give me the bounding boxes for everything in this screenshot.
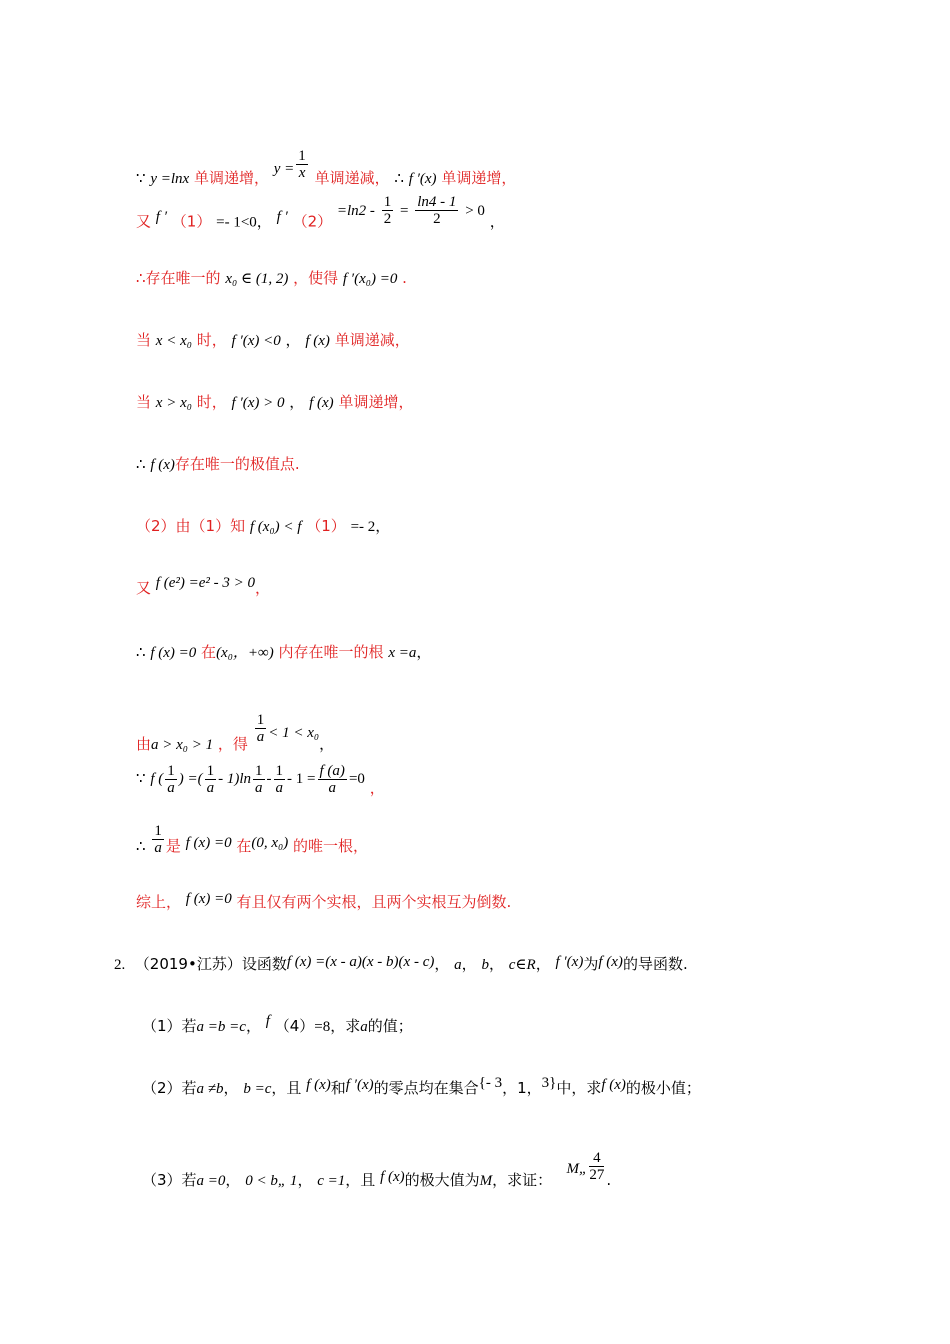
therefore-symbol: ∴ (394, 171, 404, 187)
therefore-symbol: ∴ (136, 839, 146, 855)
text: 单调递增， (193, 169, 269, 187)
formula: =ln2 - (336, 202, 375, 219)
fraction (382, 194, 394, 227)
denominator: 27 (589, 1167, 605, 1183)
formula: a > x₀ > 1 (151, 737, 214, 753)
fraction (165, 763, 177, 796)
problem-2-part-2 (142, 1075, 701, 1099)
formula: f (x) (598, 954, 623, 970)
text: 存在唯一的极值点. (174, 455, 300, 473)
denominator: 2 (433, 211, 441, 227)
because-symbol: ∵ (136, 771, 146, 787)
text: （2） (292, 212, 333, 231)
text: ， (256, 212, 272, 231)
formula: =- 1<0 (216, 214, 257, 231)
text: 内存在唯一的根 (278, 643, 384, 661)
text: 中，求 (556, 1079, 602, 1097)
fraction (255, 712, 267, 745)
formula: f (x) (305, 333, 330, 349)
denominator: a (255, 779, 263, 796)
text: ， (319, 735, 335, 753)
formula: {- 3 (478, 1075, 503, 1091)
denominator: x (298, 165, 306, 181)
formula: x =a (388, 645, 417, 661)
text: ，使得 (293, 269, 339, 287)
text: 的极小值； (625, 1079, 701, 1097)
text: ，求 (330, 1017, 361, 1035)
numerator: 1 (255, 762, 263, 779)
formula: f (x) =0 (185, 891, 232, 907)
formula: a =b =c (196, 1019, 246, 1035)
fraction (589, 1150, 604, 1183)
formula: ) =( (178, 771, 203, 787)
formula: b (481, 957, 489, 973)
text: （1） (306, 517, 346, 535)
formula: a =0 (196, 1173, 226, 1189)
text: 单调递减， (314, 169, 390, 187)
solution-line-3 (136, 268, 407, 289)
formula: f (x₀) < f (249, 519, 302, 535)
fraction (205, 763, 217, 796)
text: 的唯一根， (293, 837, 369, 855)
solution-line-9 (136, 642, 431, 663)
solution-line-12 (136, 818, 368, 858)
text: ， (223, 1079, 239, 1097)
solution-line-7 (136, 516, 390, 537)
formula: a (454, 957, 462, 973)
formula: - (266, 771, 272, 787)
denominator: a (154, 839, 162, 856)
text: ，且 (345, 1171, 376, 1189)
formula: f ′(x) (408, 171, 437, 187)
solution-line-10 (136, 712, 334, 755)
denominator: 2 (383, 211, 392, 227)
formula: M (479, 1173, 493, 1189)
text: （2）由（1）知 (136, 517, 246, 535)
formula: M„ (566, 1161, 588, 1177)
formula: =8 (314, 1019, 331, 1035)
text: 当 (136, 331, 152, 349)
formula: f ′(x) > 0 (231, 395, 285, 411)
formula: - 1 = (287, 771, 316, 787)
fraction (415, 194, 458, 227)
denominator: a (275, 779, 284, 796)
text: 存在唯一的 (145, 269, 221, 287)
text: 又 (136, 212, 152, 231)
formula: f ′(x) (345, 1077, 374, 1093)
solution-line-5 (136, 392, 413, 413)
text: ， (297, 1171, 313, 1189)
formula: f (x) =0 (150, 645, 197, 661)
formula: > 0 (465, 202, 485, 219)
text: 是 (165, 837, 181, 855)
text: 有且仅有两个实根，且两个实根互为倒数. (236, 893, 512, 911)
formula: = (400, 202, 409, 219)
text: 和 (330, 1079, 346, 1097)
text: ， (416, 643, 432, 661)
text: . (606, 1171, 612, 1189)
text: ， (488, 955, 504, 973)
fraction (296, 148, 308, 181)
numerator: 1 (275, 762, 284, 779)
formula: x₀ ∈ (1, 2) (225, 271, 289, 287)
numerator: 1 (154, 822, 162, 839)
formula: a (360, 1019, 368, 1035)
text: ， (535, 955, 551, 973)
text: ，1， (502, 1079, 542, 1097)
formula: f (x) (601, 1077, 626, 1093)
solution-line-1 (136, 148, 516, 189)
text: 单调递增， (441, 169, 517, 187)
text: 的极大值为 (404, 1171, 480, 1189)
text: ， (369, 779, 385, 797)
fraction (253, 763, 265, 796)
text: 为 (583, 955, 599, 973)
text: （3）若 (142, 1171, 197, 1189)
solution-line-8 (136, 575, 271, 599)
text: ， (255, 579, 271, 597)
problem-source: （2019•江苏）设函数 (134, 955, 287, 973)
formula-group (336, 194, 490, 227)
text: （4） (274, 1017, 315, 1035)
formula: f (x) (380, 1169, 405, 1185)
formula: f (x) =(x - a)(x - b)(x - c) (286, 954, 435, 970)
text: 在 (201, 643, 217, 661)
numerator: 1 (256, 712, 265, 728)
text: 的零点均在集合 (373, 1079, 479, 1097)
text: ， (225, 1171, 241, 1189)
text: ， (461, 955, 477, 973)
formula: f ′(x₀) =0 (342, 271, 398, 287)
numerator: 1 (383, 194, 392, 210)
formula: =0 (348, 771, 365, 787)
fraction (318, 763, 347, 796)
numerator: 1 (298, 148, 306, 164)
formula: 3} (541, 1075, 557, 1091)
formula: f ( (150, 771, 164, 787)
formula: (0, x₀) (251, 835, 289, 851)
text: ， (285, 331, 301, 349)
text: （2）若 (142, 1079, 197, 1097)
problem-2-statement (114, 954, 688, 975)
text: ，求证： (492, 1171, 553, 1189)
numerator: f (a) (319, 762, 345, 779)
text: ， (489, 212, 505, 231)
formula: f (x) (150, 457, 175, 473)
formula: c =1 (317, 1173, 346, 1189)
formula: =- 2 (350, 519, 376, 535)
fraction (152, 823, 164, 856)
formula: f (265, 1013, 270, 1029)
text: 综上， (136, 893, 182, 911)
therefore-symbol: ∴ (136, 645, 146, 661)
formula: f ′ (276, 208, 288, 225)
formula: c∈R (508, 957, 536, 973)
text: （1） (171, 212, 212, 231)
formula: f ′(x) <0 (231, 333, 281, 349)
formula: b =c (243, 1081, 272, 1097)
text: 的值； (367, 1017, 413, 1035)
formula: f (x) (309, 395, 334, 411)
problem-2-part-1 (142, 1013, 413, 1037)
formula: 0 < b„ 1 (245, 1173, 298, 1189)
denominator: a (256, 729, 265, 745)
text: 当 (136, 393, 152, 411)
formula: f ′(x) (555, 954, 584, 970)
text: 时， (196, 331, 227, 349)
formula: f (x) (306, 1077, 331, 1093)
numerator: 4 (589, 1150, 604, 1167)
formula: y =lnx (150, 171, 190, 187)
formula: a ≠b (196, 1081, 224, 1097)
formula: x < x₀ (155, 333, 192, 349)
text: 时， (196, 393, 227, 411)
text: ， (375, 517, 391, 535)
formula: y = (273, 161, 295, 177)
formula: - 1)ln (218, 771, 252, 787)
formula: x > x₀ (155, 395, 192, 411)
solution-line-6 (136, 454, 300, 475)
therefore-symbol: ∴ (136, 271, 146, 287)
therefore-symbol: ∴ (136, 457, 146, 473)
text: ， (434, 955, 450, 973)
text: . (402, 269, 407, 287)
text: （1）若 (142, 1017, 197, 1035)
formula: f ′ (155, 208, 167, 225)
problem-2-part-3 (142, 1150, 611, 1191)
denominator: a (206, 779, 215, 796)
text: 又 (136, 579, 152, 597)
text: ，且 (271, 1079, 302, 1097)
text: 由 (136, 735, 152, 753)
formula: f (e²) =e² - 3 > 0 (155, 575, 256, 591)
formula: < 1 < x₀ (268, 725, 320, 741)
text: ，得 (217, 735, 248, 753)
problem-number: 2. (114, 957, 126, 973)
because-symbol: ∵ (136, 171, 146, 187)
denominator: a (167, 779, 175, 796)
formula: f (x) =0 (185, 835, 232, 851)
numerator: 1 (167, 762, 175, 779)
text: ， (245, 1017, 261, 1035)
text: ， (289, 393, 305, 411)
text: 单调递减， (334, 331, 410, 349)
numerator: ln4 - 1 (417, 194, 457, 210)
fraction (274, 763, 286, 796)
solution-line-2 (136, 194, 505, 239)
solution-line-13 (136, 892, 511, 913)
numerator: 1 (206, 762, 215, 779)
denominator: a (328, 779, 336, 796)
solution-line-11 (136, 758, 385, 798)
text: 单调递增， (338, 393, 414, 411)
solution-line-4 (136, 330, 410, 351)
text: 的导函数. (622, 955, 688, 973)
text: 在 (236, 837, 252, 855)
formula: (x₀，+∞) (216, 645, 274, 661)
